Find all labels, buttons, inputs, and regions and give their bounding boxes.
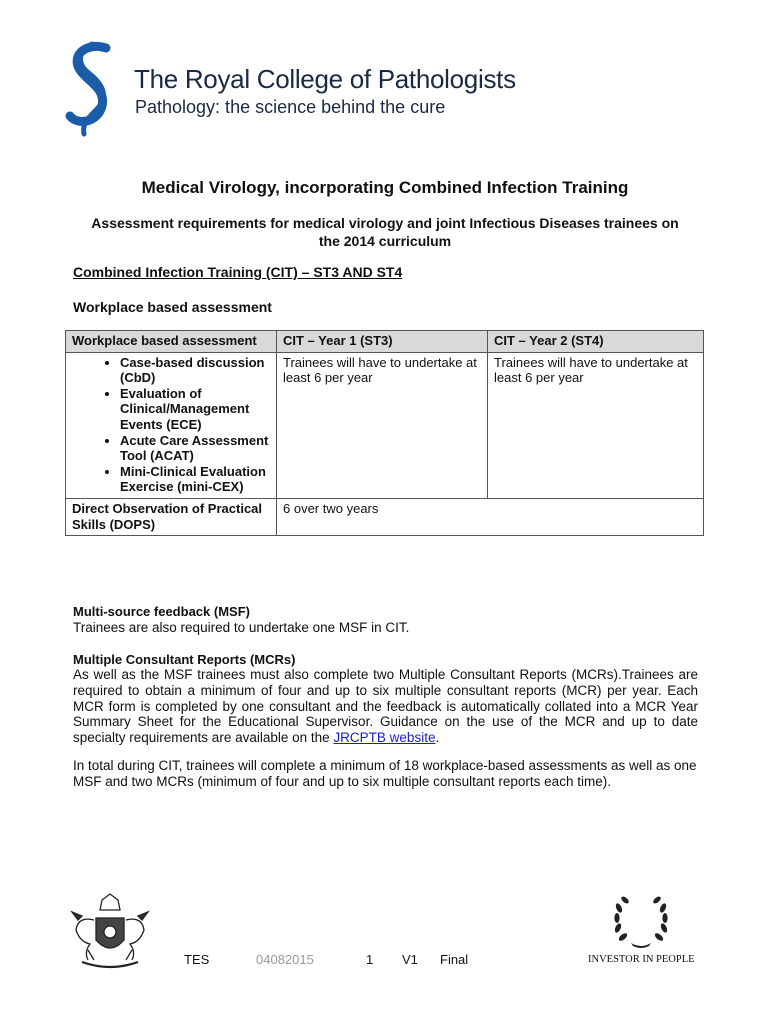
section-heading: Combined Infection Training (CIT) – ST3 AND ST4 [73,264,403,280]
footer-status: Final [440,952,469,967]
summary-text: In total during CIT, trainees will complete a minimum of 18 workplace-based assessments as well as one MSF and two MCRs (minimum of four and up to six multiple consultant reports each time). [73,758,697,789]
investor-in-people-label: INVESTOR IN PEOPLE [588,954,695,965]
laurel-wreath-icon [609,893,673,949]
college-crest-icon [68,890,152,972]
document-subtitle: Assessment requirements for medical virology and joint Infectious Diseases trainees on the 2014 curriculum [91,215,679,249]
mcr-body: As well as the MSF trainees must also complete two Multiple Consultant Reports (MCRs).Trainees are required to obtain a minimum of four and up to six multiple consultant reports (MCR) per year. Each MCR form is completed by one consultant and the feedback is automatically collated into a MCR Year Summary Sheet for the Educational Supervisor. Guidance on the use of the MCR and up to date specialty requirements are available on the [73,667,698,746]
table-cell: 6 over two years [277,498,704,535]
subsection-heading: Workplace based assessment [73,299,272,315]
table-header-cell: CIT – Year 2 (ST4) [488,331,704,353]
mcr-text [73,667,698,746]
mcr-text-end: . [435,730,440,746]
table-cell-assessments [66,352,277,498]
assessment-list [72,355,272,495]
footer-code: TES [184,952,210,967]
table-cell: Trainees will have to undertake at least 6 per year [277,352,488,498]
list-item: • Acute Care Assessment Tool (ACAT) [120,433,272,464]
org-tagline: Pathology: the science behind the cure [135,97,446,117]
double-s-logo-icon [62,40,122,140]
org-name: The Royal College of Pathologists [134,64,516,94]
table-cell: Direct Observation of Practical Skills (DOPS) [66,498,277,535]
msf-heading: Multi-source feedback (MSF) [73,604,250,619]
table-header-cell: Workplace based assessment [66,331,277,353]
footer-date: 04082015 [256,952,314,967]
list-item: • Mini-Clinical Evaluation Exercise (mini-CEX) [120,464,272,495]
table-row [66,352,704,498]
jrcptb-link[interactable]: JRCPTB website [333,730,436,746]
document-title: Medical Virology, incorporating Combined Infection Training [141,178,629,197]
msf-text: Trainees are also required to undertake one MSF in CIT. [73,620,410,635]
table-cell: Trainees will have to undertake at least 6 per year [488,352,704,498]
list-item: • Evaluation of Clinical/Management Events (ECE) [120,386,272,433]
table-header-cell: CIT – Year 1 (ST3) [277,331,488,353]
footer-version: V1 [402,952,418,967]
college-logo [62,40,516,140]
table-row [66,498,704,535]
list-item: • Case-based discussion (CbD) [120,355,272,386]
footer-page-number: 1 [366,952,374,967]
table-header-row [66,331,704,353]
mcr-heading: Multiple Consultant Reports (MCRs) [73,652,296,667]
assessment-table [65,330,704,536]
